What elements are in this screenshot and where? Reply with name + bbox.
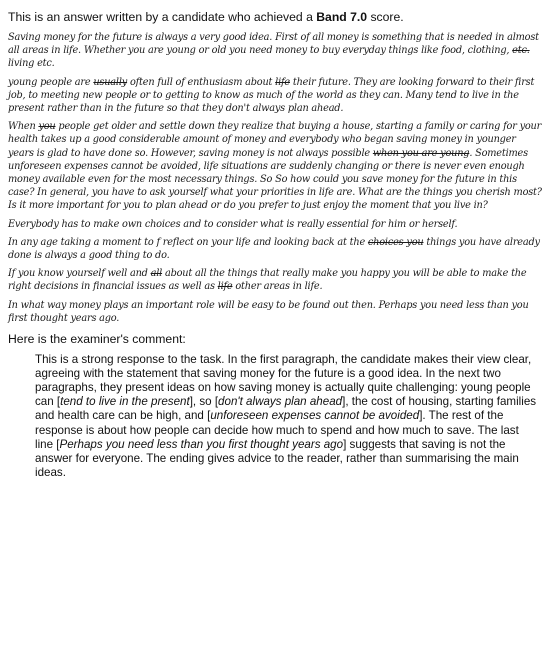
essay-paragraph-7: In what way money plays an important role will be easy to be found out then. Perhaps you need less than you first thought years ago. <box>8 299 529 324</box>
quoted-phrase: unforeseen expenses cannot be avoided <box>210 409 420 423</box>
intro-suffix: score. <box>367 10 404 24</box>
strikethrough-word: all <box>150 268 163 280</box>
essay-paragraph-6: If you know yourself well and all about all the things that really make you happy you will be able to make the right decisions in financial issues as well as life other areas in life. <box>8 268 527 293</box>
strikethrough-word: choices you <box>367 236 424 248</box>
strikethrough-word: life <box>217 281 233 293</box>
examiner-comment: This is a strong response to the task. In the first paragraph, the candidate makes their view clear, agreeing with the statement that saving money for the future is a good idea. In the next two paragraphs, they present ideas on how saving money is actually quite challenging: young people can [tend to live in the present], so [don't always plan ahead], the cost of housing, starting families and health care can be high, and [unforeseen expenses cannot be avoided]. The rest of the response is about how people can decide how much to spend and how much to save. The last line [Perhaps you need less than you first thought years ago] suggests that saving is not the answer for everyone. The ending gives advice to the reader, rather than summarising the main ideas. <box>35 353 537 479</box>
essay <box>8 31 544 325</box>
intro-text: This is an answer written by a candidate who achieved a <box>8 10 317 24</box>
comment-heading: Here is the examiner's comment: <box>8 332 186 347</box>
intro-line <box>8 10 544 25</box>
quoted-phrase: tend to live in the present <box>60 395 190 409</box>
essay-paragraph-4: Everybody has to make own choices and to consider what is really essential for him or herself. <box>8 218 458 230</box>
strikethrough-word: usually <box>93 76 128 88</box>
essay-paragraph-2: young people are usually often full of enthusiasm about life their future. They are looking forward to their first job, to meeting new people or to getting to know as much of the world as they can. Many tend to live in the present rather than in the future so that they don't always plan ahead. <box>8 76 535 115</box>
band-score: Band 7.0 <box>316 10 368 24</box>
strikethrough-word: life <box>275 76 290 88</box>
quoted-phrase: don't always plan ahead <box>218 395 343 409</box>
essay-paragraph-3: When you people get older and settle down they realize that buying a house, starting a family or caring for your health takes up a good considerable amount of money and everybody who began saving money in younger years is glad to have done so. However, saving money is not always possible when you are young. Sometimes unforeseen expenses cannot be avoided, life situations are suddenly changing or there is never even enough money available even for the most necessary things. So So how could you save money for the future in this case? In general, you have to ask yourself what your priorities in life are. What are the things you cherish most? Is it more important for you to plan ahead or do you prefer to just enjoy the moment that you live in? <box>8 121 542 212</box>
essay-paragraph-5: In any age taking a moment to f reflect on your life and looking back at the choices you things you have already done is always a good thing to do. <box>8 236 540 262</box>
strikethrough-word: when you are young <box>372 147 470 159</box>
strikethrough-word: etc. <box>512 45 530 57</box>
strikethrough-word: you <box>38 121 56 133</box>
quoted-phrase: Perhaps you need less than you first thought years ago <box>59 437 344 451</box>
essay-paragraph-1: Saving money for the future is always a very good idea. First of all money is something that is needed in almost all areas in life. Whether you are young or old you need money to buy everyday things like food, clothing, etc. living etc. <box>8 32 539 70</box>
